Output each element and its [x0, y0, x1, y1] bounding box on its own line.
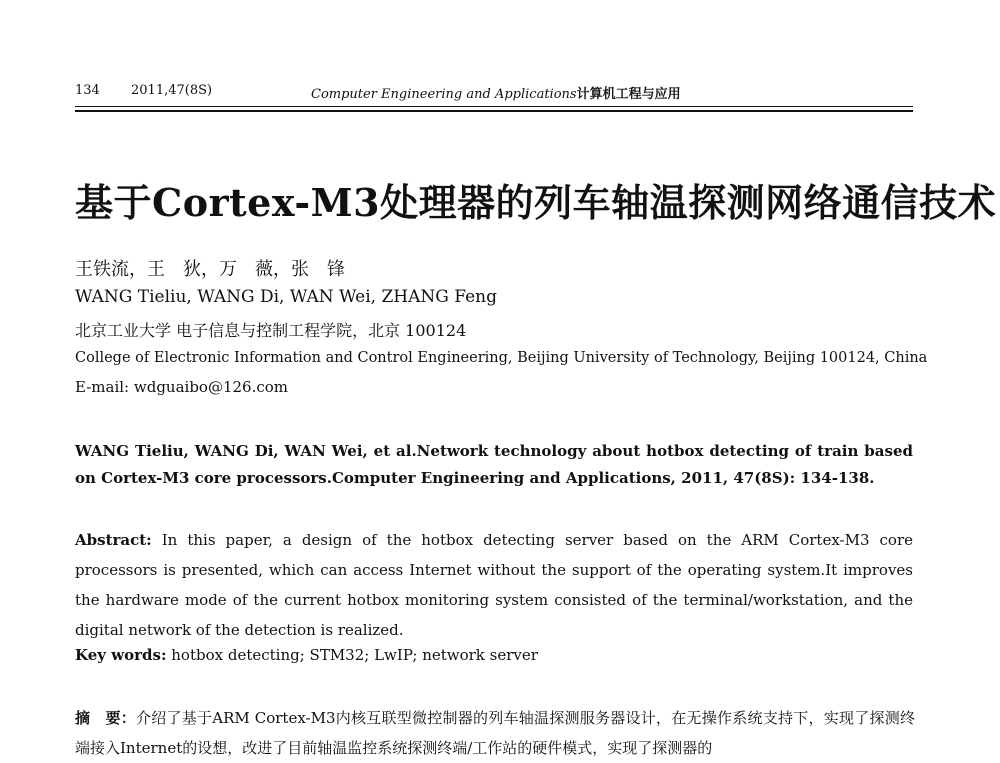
keywords-text: hotbox detecting; STM32; LwIP; network server [171, 646, 538, 664]
abstract-cn-label: 摘 要： [75, 709, 136, 727]
abstract-cn-text: 介绍了基于ARM Cortex-M3内核互联型微控制器的列车轴温探测服务器设计，在无操作系统支持下，实现了探测终端接入Internet的设想，改进了目前轴温监控系统探测终端/工作站的硬件模式，实现了探测器的 [75, 709, 915, 757]
citation: WANG Tieliu, WANG Di, WAN Wei, et al.Network technology about hotbox detecting of train based on Cortex-M3 core processors.Computer Engineering and Applications, 2011, 47(8S): 134-138. [75, 442, 913, 487]
abstract-label: Abstract: [75, 531, 152, 549]
authors-en: WANG Tieliu, WANG Di, WAN Wei, ZHANG Feng [75, 287, 497, 307]
journal-name-cn: 计算机工程与应用 [576, 87, 681, 102]
abstract-cn [75, 703, 915, 763]
affiliation-en: College of Electronic Information and Control Engineering, Beijing University of Technology, Beijing 100124, China [75, 350, 928, 366]
volume-issue: 2011,47(8S) [131, 83, 213, 98]
running-header [75, 83, 913, 105]
journal-name [311, 83, 681, 102]
keywords-label: Key words: [75, 646, 167, 664]
authors-cn: 王铁流，王 狄，万 薇，张 锋 [75, 259, 345, 280]
abstract-text: In this paper, a design of the hotbox detecting server based on the ARM Cortex-M3 core processors is presented, which can access Internet without the support of the operating system.It improves the hardware mode of the current hotbox monitoring system consisted of the terminal/workstation, and the digital network of the detection is realized. [75, 531, 913, 639]
abstract-en [75, 525, 913, 645]
header-rule-thin [75, 106, 913, 107]
keywords [75, 646, 913, 664]
affiliation-cn: 北京工业大学 电子信息与控制工程学院，北京 100124 [75, 321, 467, 340]
email: E-mail: wdguaibo@126.com [75, 378, 289, 396]
header-rule-thick [75, 110, 913, 112]
page-number: 134 [75, 83, 100, 98]
paper-title: 基于Cortex-M3处理器的列车轴温探测网络通信技术 [75, 180, 997, 225]
journal-name-en: Computer Engineering and Applications [311, 87, 577, 102]
